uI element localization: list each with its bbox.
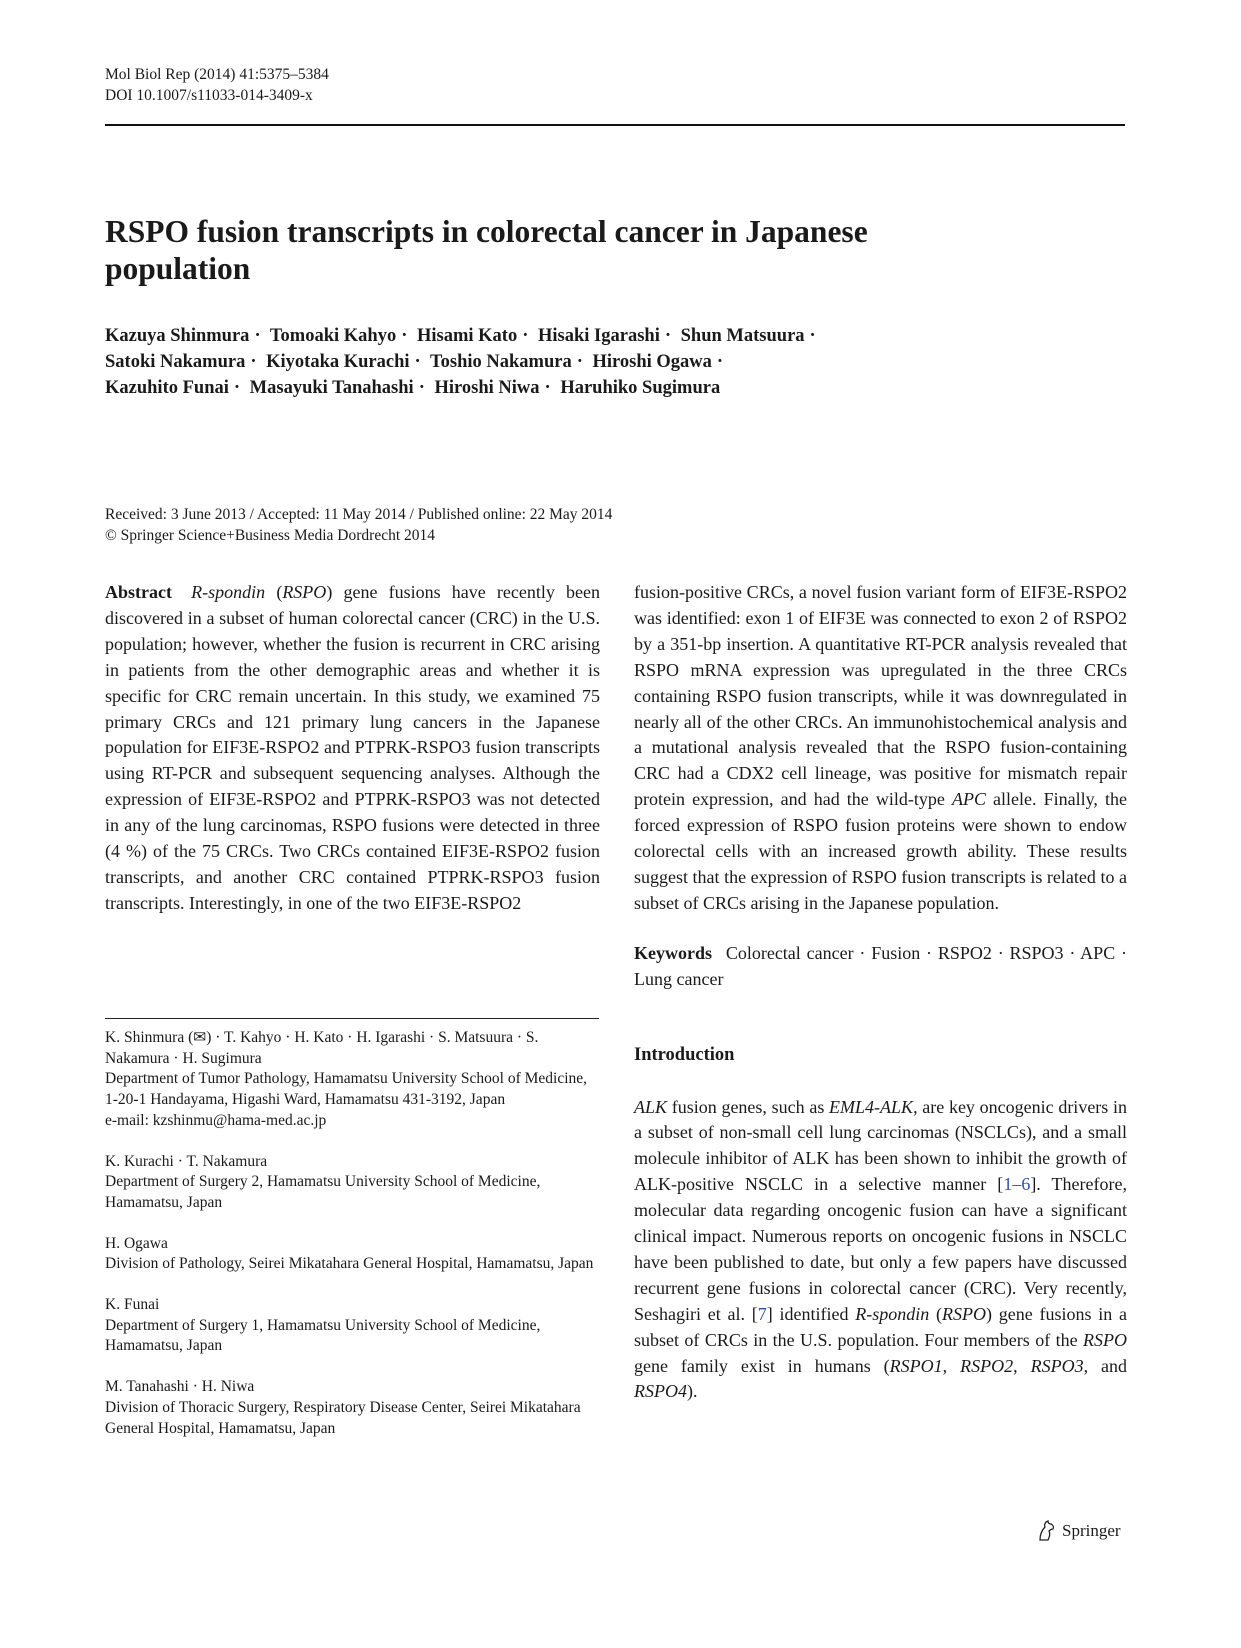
abstract-label: Abstract <box>105 582 172 602</box>
affiliation-block <box>105 1028 599 1132</box>
abstract-text-right-a: fusion-positive CRCs, a novel fusion variant form of EIF3E-RSPO2 was identified: exon 1 of EIF3E was connected to exon 2 of RSPO2 by a 351-bp insertion. A quantitative RT-PCR analysis revealed that RSPO mRNA expression was upregulated in the three CRCs containing RSPO fusion transcripts, while it was downregulated in nearly all of the other CRCs. An immunohistochemical analysis and a mutational analysis revealed that the RSPO fusion-containing CRC had a CDX2 cell lineage, was positive for mismatch repair protein expression, and had the wild-type <box>634 582 1127 810</box>
comma-2: , <box>1013 1355 1031 1376</box>
author-separator: · <box>664 326 672 346</box>
author-name: Hiroshi Niwa <box>434 378 540 398</box>
author-name: Hisami Kato <box>417 326 518 346</box>
affiliation-names: K. Kurachi · T. Nakamura <box>105 1152 268 1170</box>
author-name: Shun Matsuura <box>680 326 805 346</box>
received-accepted-published: Received: 3 June 2013 / Accepted: 11 May 2014 / Published online: 22 May 2014 <box>105 506 613 523</box>
author-name: Hisaki Igarashi <box>538 326 660 346</box>
rspo2-italic: RSPO2 <box>960 1355 1014 1376</box>
affiliation-block <box>105 1377 599 1439</box>
affiliations <box>105 1028 599 1459</box>
abstract-text-left: gene fusions have recently been discovered in a subset of human colorectal cancer (CRC) in the U.S. population; however, whether the fusion is recurrent in CRC arising in patients from the other demographic areas and whether it is specific for CRC remain uncertain. In this study, we examined 75 primary CRCs and 121 primary lung cancers in the Japanese population for EIF3E-RSPO2 and PTPRK-RSPO3 fusion transcripts using RT-PCR and subsequent sequencing analyses. Although the expression of EIF3E-RSPO2 and PTPRK-RSPO3 was not detected in any of the lung carcinomas, RSPO fusions were detected in three (4 %) of the 75 CRCs. Two CRCs contained EIF3E-RSPO2 fusion transcripts, and another CRC contained PTPRK-RSPO3 fusion transcripts. Interestingly, in one of the two EIF3E-RSPO2 <box>105 582 601 913</box>
author-name: Toshio Nakamura <box>429 352 572 372</box>
journal-citation: Mol Biol Rep (2014) 41:5375–5384 <box>105 66 329 83</box>
gene-italic: R-spondin <box>191 582 266 602</box>
affiliation-block <box>105 1152 599 1214</box>
author-name: Kiyotaka Kurachi <box>266 352 410 372</box>
affiliation-address: Department of Surgery 2, Hamamatsu University School of Medicine, Hamamatsu, Japan <box>105 1173 541 1211</box>
affiliation-address: Department of Surgery 1, Hamamatsu University School of Medicine, Hamamatsu, Japan <box>105 1316 541 1355</box>
abstract-right <box>634 580 1127 917</box>
author-separator: · <box>576 352 583 372</box>
author-separator: · <box>233 378 241 398</box>
header-rule <box>105 124 1125 126</box>
affiliation-address: Division of Thoracic Surgery, Respiratory Disease Center, Seirei Mikatahara General Hospital, Hamamatsu, Japan <box>105 1398 581 1437</box>
affiliation-block <box>105 1295 599 1357</box>
author-name: Hiroshi Ogawa <box>592 352 712 372</box>
keywords-text: Colorectal cancer · Fusion · RSPO2 · RSPO3 · APC · Lung cancer <box>634 942 1128 989</box>
affiliation-address: Department of Tumor Pathology, Hamamatsu University School of Medicine, 1-20-1 Handayama, Higashi Ward, Hamamatsu 431-3192, Japan <box>105 1070 588 1109</box>
right-column <box>634 580 1127 1405</box>
author-name: Tomoaki Kahyo <box>269 326 397 346</box>
journal-header <box>105 64 1125 106</box>
author-separator: · <box>250 352 257 372</box>
affiliation-names: M. Tanahashi · H. Niwa <box>105 1378 255 1396</box>
author-separator: · <box>254 326 261 346</box>
author-name: Satoki Nakamura <box>105 352 246 372</box>
intro-text-4: ] identified <box>766 1303 849 1324</box>
author-email[interactable]: e-mail: kzshinmu@hama-med.ac.jp <box>105 1111 327 1129</box>
rspo-italic: RSPO <box>942 1303 987 1324</box>
citation-link-7[interactable]: 7 <box>757 1303 767 1324</box>
author-separator: · <box>401 326 408 346</box>
rspo1-italic: RSPO1 <box>889 1355 943 1376</box>
author-separator: · <box>414 352 421 372</box>
springer-wordmark: Springer <box>1062 1521 1121 1540</box>
intro-text-8: ). <box>687 1381 698 1402</box>
affiliation-block <box>105 1234 599 1275</box>
apc-italic: APC <box>951 789 986 810</box>
author-name: Haruhiko Sugimura <box>560 378 721 398</box>
author-list <box>105 323 865 401</box>
author-separator: · <box>418 378 425 398</box>
author-name: Masayuki Tanahashi <box>249 378 414 398</box>
and-text: , and <box>1083 1355 1128 1376</box>
author-name: Kazuya Shinmura <box>105 326 250 346</box>
affiliation-address: Division of Pathology, Seirei Mikatahara General Hospital, Hamamatsu, Japan <box>105 1255 594 1273</box>
springer-horse-icon <box>1036 1520 1056 1542</box>
copyright: © Springer Science+Business Media Dordrecht 2014 <box>105 527 436 544</box>
rspo3-italic: RSPO3 <box>1030 1355 1084 1376</box>
intro-text-7: gene family exist in humans ( <box>634 1355 890 1376</box>
intro-text-2: , are key oncogenic drivers in a subset of non-small cell lung carcinomas (NSCLCs), and a small molecule inhibitor of ALK has been shown to inhibit the growth of ALK-positive NSCLC in a selective manner [ <box>634 1096 1128 1195</box>
author-separator: · <box>809 326 816 346</box>
comma-1: , <box>942 1355 961 1376</box>
paper-title: RSPO fusion transcripts in colorectal cancer in Japanese population <box>105 214 868 286</box>
intro-text-6: ) gene fusions in a subset of CRCs in the U.S. population. Four members of the <box>634 1303 1128 1350</box>
affiliation-names: H. Ogawa <box>105 1234 168 1252</box>
introduction-heading: Introduction <box>634 1044 735 1065</box>
doi[interactable]: DOI 10.1007/s11033-014-3409-x <box>105 87 313 104</box>
rspo4-italic: RSPO4 <box>634 1381 687 1402</box>
abstract-text-right-b: allele. Finally, the forced expression of RSPO fusion proteins were shown to endow colorectal cells with an increased growth ability. These results suggest that the expression of RSPO fusion transcripts is related to a subset of CRCs arising in the Japanese population. <box>634 789 1128 913</box>
gene-paren: RSPO <box>282 582 327 602</box>
footnote-rule <box>105 1018 599 1019</box>
alk-italic: ALK <box>634 1096 668 1117</box>
introduction-paragraph <box>634 1095 1127 1406</box>
springer-logo <box>1036 1520 1121 1542</box>
rspondin-italic: R-spondin <box>855 1303 930 1324</box>
affiliation-names: K. Funai <box>105 1296 160 1314</box>
affiliation-names: K. Shinmura (✉) · T. Kahyo · H. Kato · H. Igarashi · S. Matsuura · S. Nakamura · H. Sugimura <box>105 1029 539 1067</box>
author-separator: · <box>544 378 551 398</box>
abstract-left: Abstract R-spondin (RSPO) gene fusions have recently been discovered in a subset of human colorectal cancer (CRC) in the U.S. population; however, whether the fusion is recurrent in CRC arising in patients from the other demographic areas and whether it is specific for CRC remain uncertain. In this study, we examined 75 primary CRCs and 121 primary lung cancers in the Japanese population for EIF3E-RSPO2 and PTPRK-RSPO3 fusion transcripts using RT-PCR and subsequent sequencing analyses. Although the expression of EIF3E-RSPO2 and PTPRK-RSPO3 was not detected in any of the lung carcinomas, RSPO fusions were detected in three (4 %) of the 75 CRCs. Two CRCs contained EIF3E-RSPO2 fusion transcripts, and another CRC contained PTPRK-RSPO3 fusion transcripts. Interestingly, in one of the two EIF3E-RSPO2 <box>105 582 601 913</box>
author-separator: · <box>522 326 529 346</box>
intro-text-3: ]. Therefore, molecular data regarding oncogenic fusion can have a significant clinical impact. Numerous reports on oncogenic fusions in NSCLC have been published to date, but only a few papers have discussed recurrent gene fusions in colorectal cancer (CRC). Very recently, Seshagiri et al. [ <box>634 1174 1127 1324</box>
intro-text-1: fusion genes, such as <box>671 1096 825 1117</box>
keywords <box>634 941 1127 993</box>
intro-text-5: ( <box>936 1303 943 1324</box>
publication-dates <box>105 504 905 546</box>
left-column <box>105 580 600 917</box>
citation-link-1-6[interactable]: 1–6 <box>1003 1174 1031 1195</box>
author-separator: · <box>716 352 724 372</box>
rspo-italic-b: RSPO <box>1083 1329 1128 1350</box>
eml4-italic: EML4-ALK <box>829 1096 914 1117</box>
author-name: Kazuhito Funai <box>105 378 229 398</box>
keywords-label: Keywords <box>634 942 712 963</box>
